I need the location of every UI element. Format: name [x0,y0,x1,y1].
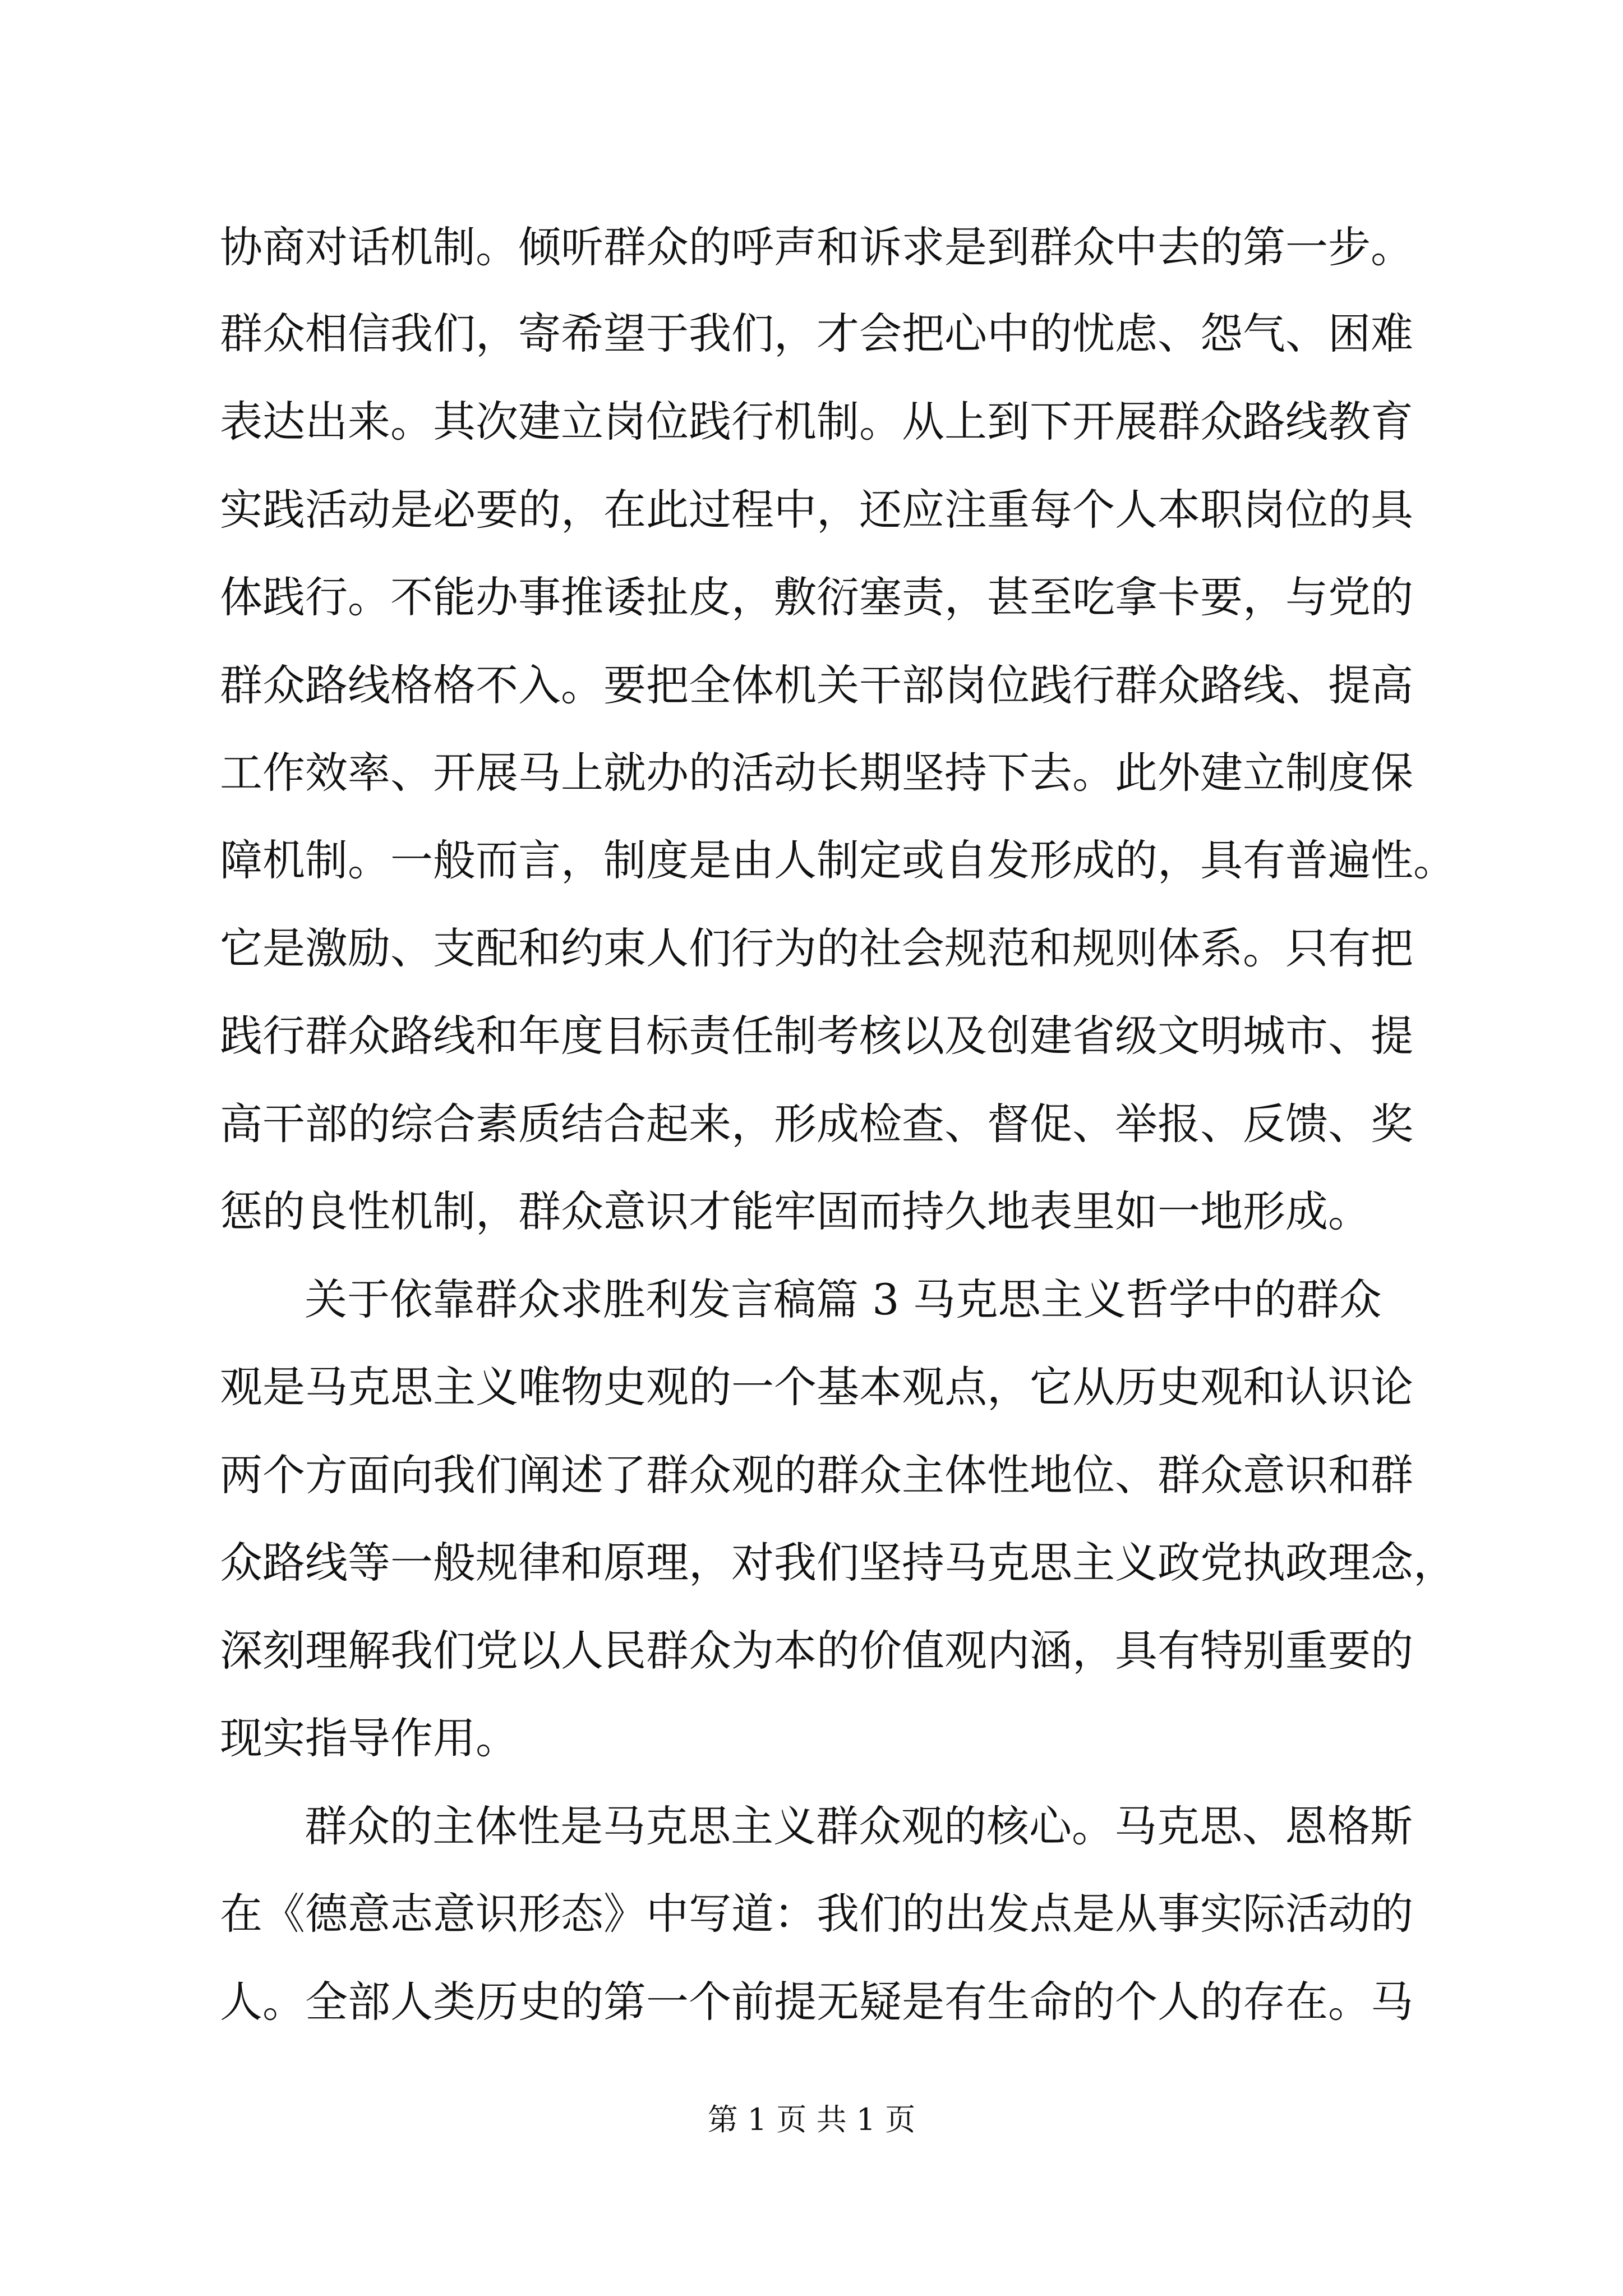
text-line: 体践行。不能办事推诿扯皮，敷衍塞责，甚至吃拿卡要，与党的 [220,572,1413,622]
text-line: 高干部的综合素质结合起来，形成检查、督促、举报、反馈、奖 [220,1099,1413,1149]
text-line: 工作效率、开展马上就办的活动长期坚持下去。此外建立制度保 [220,748,1413,798]
text-line: 人。全部人类历史的第一个前提无疑是有生命的个人的存在。马 [220,1977,1413,2027]
text-line: 众路线等一般规律和原理，对我们坚持马克思主义政党执政理念， [220,1538,1456,1588]
text-line: 协商对话机制。倾听群众的呼声和诉求是到群众中去的第一步。 [220,222,1413,272]
text-line: 深刻理解我们党以人民群众为本的价值观内涵，具有特别重要的 [220,1626,1413,1676]
text-line: 群众路线格格不入。要把全体机关干部岗位践行群众路线、提高 [220,660,1413,710]
text-line: 实践活动是必要的，在此过程中，还应注重每个人本职岗位的具 [220,485,1413,535]
paragraph-first-line: 关于依靠群众求胜利发言稿篇 3 马克思主义哲学中的群众 [305,1274,1382,1324]
text-line: 表达出来。其次建立岗位践行机制。从上到下开展群众路线教育 [220,397,1413,447]
text-line: 惩的良性机制，群众意识才能牢固而持久地表里如一地形成。 [220,1186,1371,1236]
text-line: 现实指导作用。 [220,1713,518,1763]
paragraph-first-line: 群众的主体性是马克思主义群众观的核心。马克思、恩格斯 [305,1801,1413,1851]
page-footer: 第 1 页 共 1 页 [707,2102,916,2137]
text-line: 践行群众路线和年度目标责任制考核以及创建省级文明城市、提 [220,1011,1413,1061]
text-line: 两个方面向我们阐述了群众观的群众主体性地位、群众意识和群 [220,1450,1413,1500]
text-line: 在《德意志意识形态》中写道：我们的出发点是从事实际活动的 [220,1889,1413,1939]
text-line: 障机制。一般而言，制度是由人制定或自发形成的，具有普遍性。 [220,835,1456,885]
text-line: 群众相信我们，寄希望于我们，才会把心中的忧虑、怨气、困难 [220,309,1413,358]
text-line: 观是马克思主义唯物史观的一个基本观点，它从历史观和认识论 [220,1362,1413,1412]
text-line: 它是激励、支配和约束人们行为的社会规范和规则体系。只有把 [220,923,1413,973]
